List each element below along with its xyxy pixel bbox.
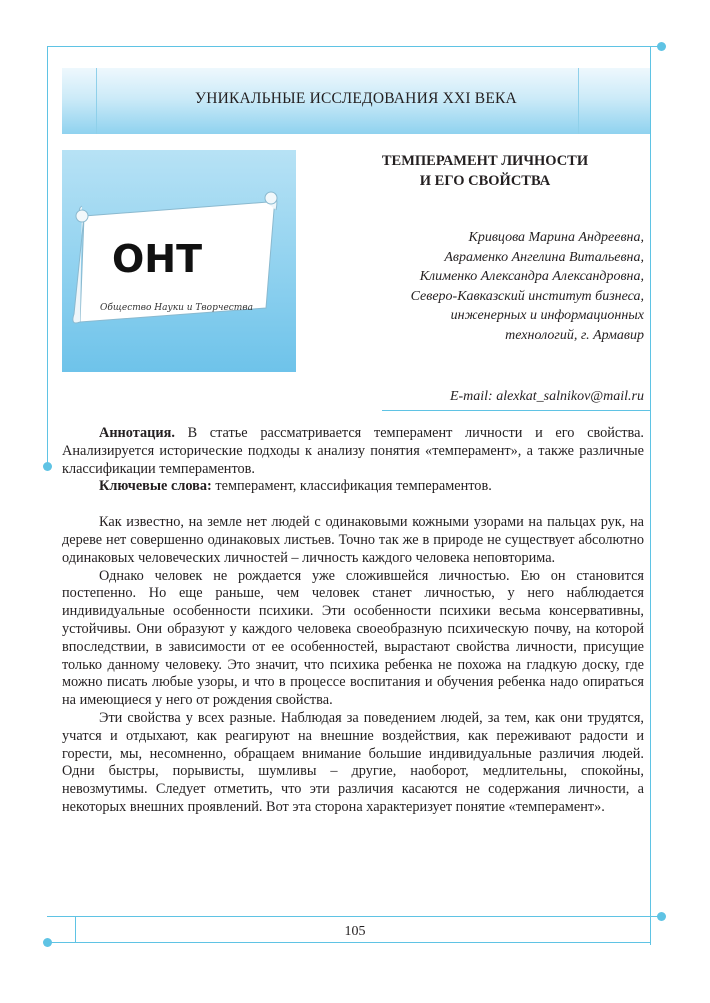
frame-left-line <box>47 46 48 466</box>
frame-right-lower-line <box>650 410 651 945</box>
keywords-label: Ключевые слова: <box>99 478 212 495</box>
logo-mark: ОНТ <box>112 237 203 281</box>
society-logo <box>62 150 296 372</box>
page-number: 105 <box>344 924 366 939</box>
frame-bottom-mid-line <box>47 916 661 917</box>
frame-dot-top-right <box>657 42 666 51</box>
affiliation-line: инженерных и информационных <box>450 308 644 324</box>
author-line: Кривцова Марина Андреевна, <box>468 230 644 245</box>
article-title-line-1: ТЕМПЕРАМЕНТ ЛИЧНОСТИ <box>381 153 589 169</box>
paragraph: Эти свойства у всех разные. Наблюдая за поведением людей, за тем, как они трудятся, учатся и отдыхают, как реагируют на внешние воздействия, как переживают радости и горести, мы, несомненно, обращаем внимание большие индивидуальные различия людей. Одни быстры, порывисты, шумливы – другие, наоборот, медлительны, спокойны, невозмутимы. Следует отметить, что эти различия касаются не содержания личности, а некоторых внешних проявлений. Вот эта сторона характеризует понятие «темперамент». <box>62 709 644 815</box>
logo-caption: Общество Науки и Творчества <box>100 303 253 313</box>
affiliation-line: технологий, г. Армавир <box>505 327 644 343</box>
journal-title: УНИКАЛЬНЫЕ ИССЛЕДОВАНИЯ XXI ВЕКА <box>195 90 517 107</box>
frame-dot-left <box>43 462 52 471</box>
frame-top-line <box>47 46 661 47</box>
keywords-text: темперамент, классификация темпераментов. <box>211 478 492 495</box>
article-body <box>62 425 644 817</box>
frame-dot-bottom-right <box>657 912 666 921</box>
abstract-label: Аннотация. <box>99 425 175 441</box>
scroll-illustration <box>62 150 296 372</box>
abstract <box>62 425 644 478</box>
journal-header-band <box>62 68 650 134</box>
authors-block <box>314 228 644 346</box>
email-underline <box>382 410 650 411</box>
frame-right-line <box>650 46 651 410</box>
abstract-text: В статье рассматривается темперамент личности и его свойства. Анализируется исторические подходы к анализу понятия «темперамент», а также различные классификации темпераментов. <box>62 425 644 477</box>
article-title <box>330 151 640 191</box>
author-line: Авраменко Ангелина Витальевна, <box>444 249 644 265</box>
paragraph: Как известно, на земле нет людей с одинаковыми кожными узорами на пальцах рук, на дереве нет совершенно одинаковых листьев. Точно так же в природе не существует абсолютно одинаковых человеческих личностей – личность каждого человека неповторима. <box>62 514 644 566</box>
article-title-line-2: И ЕГО СВОЙСТВА <box>419 173 551 189</box>
paragraph: Однако человек не рождается уже сложившейся личностью. Ею он становится постепенно. Но еще раньше, чем человек станет личностью, у него наблюдается индивидуальные особенности психики. Эти особенности психики весьма консервативны, устойчивы. Они образуют у каждого человека своеобразную психическую почву, на которой впоследствии, в зависимости от ее особенностей, вырастают свойства личности, присущие только данному человеку. Это значит, что психика ребенка не похожа на гладкую доску, где можно писать любые узоры, и что в процессе воспитания и обучения ребенка надо опираться на имеющиеся у него от рождения свойства. <box>62 567 644 709</box>
author-line: Клименко Александра Александровна, <box>419 269 644 285</box>
author-email: E-mail: alexkat_salnikov@mail.ru <box>449 389 644 404</box>
keywords <box>62 478 644 496</box>
frame-bottom-line <box>47 942 651 943</box>
affiliation-line: Северо-Кавказский институт бизнеса, <box>410 288 644 304</box>
